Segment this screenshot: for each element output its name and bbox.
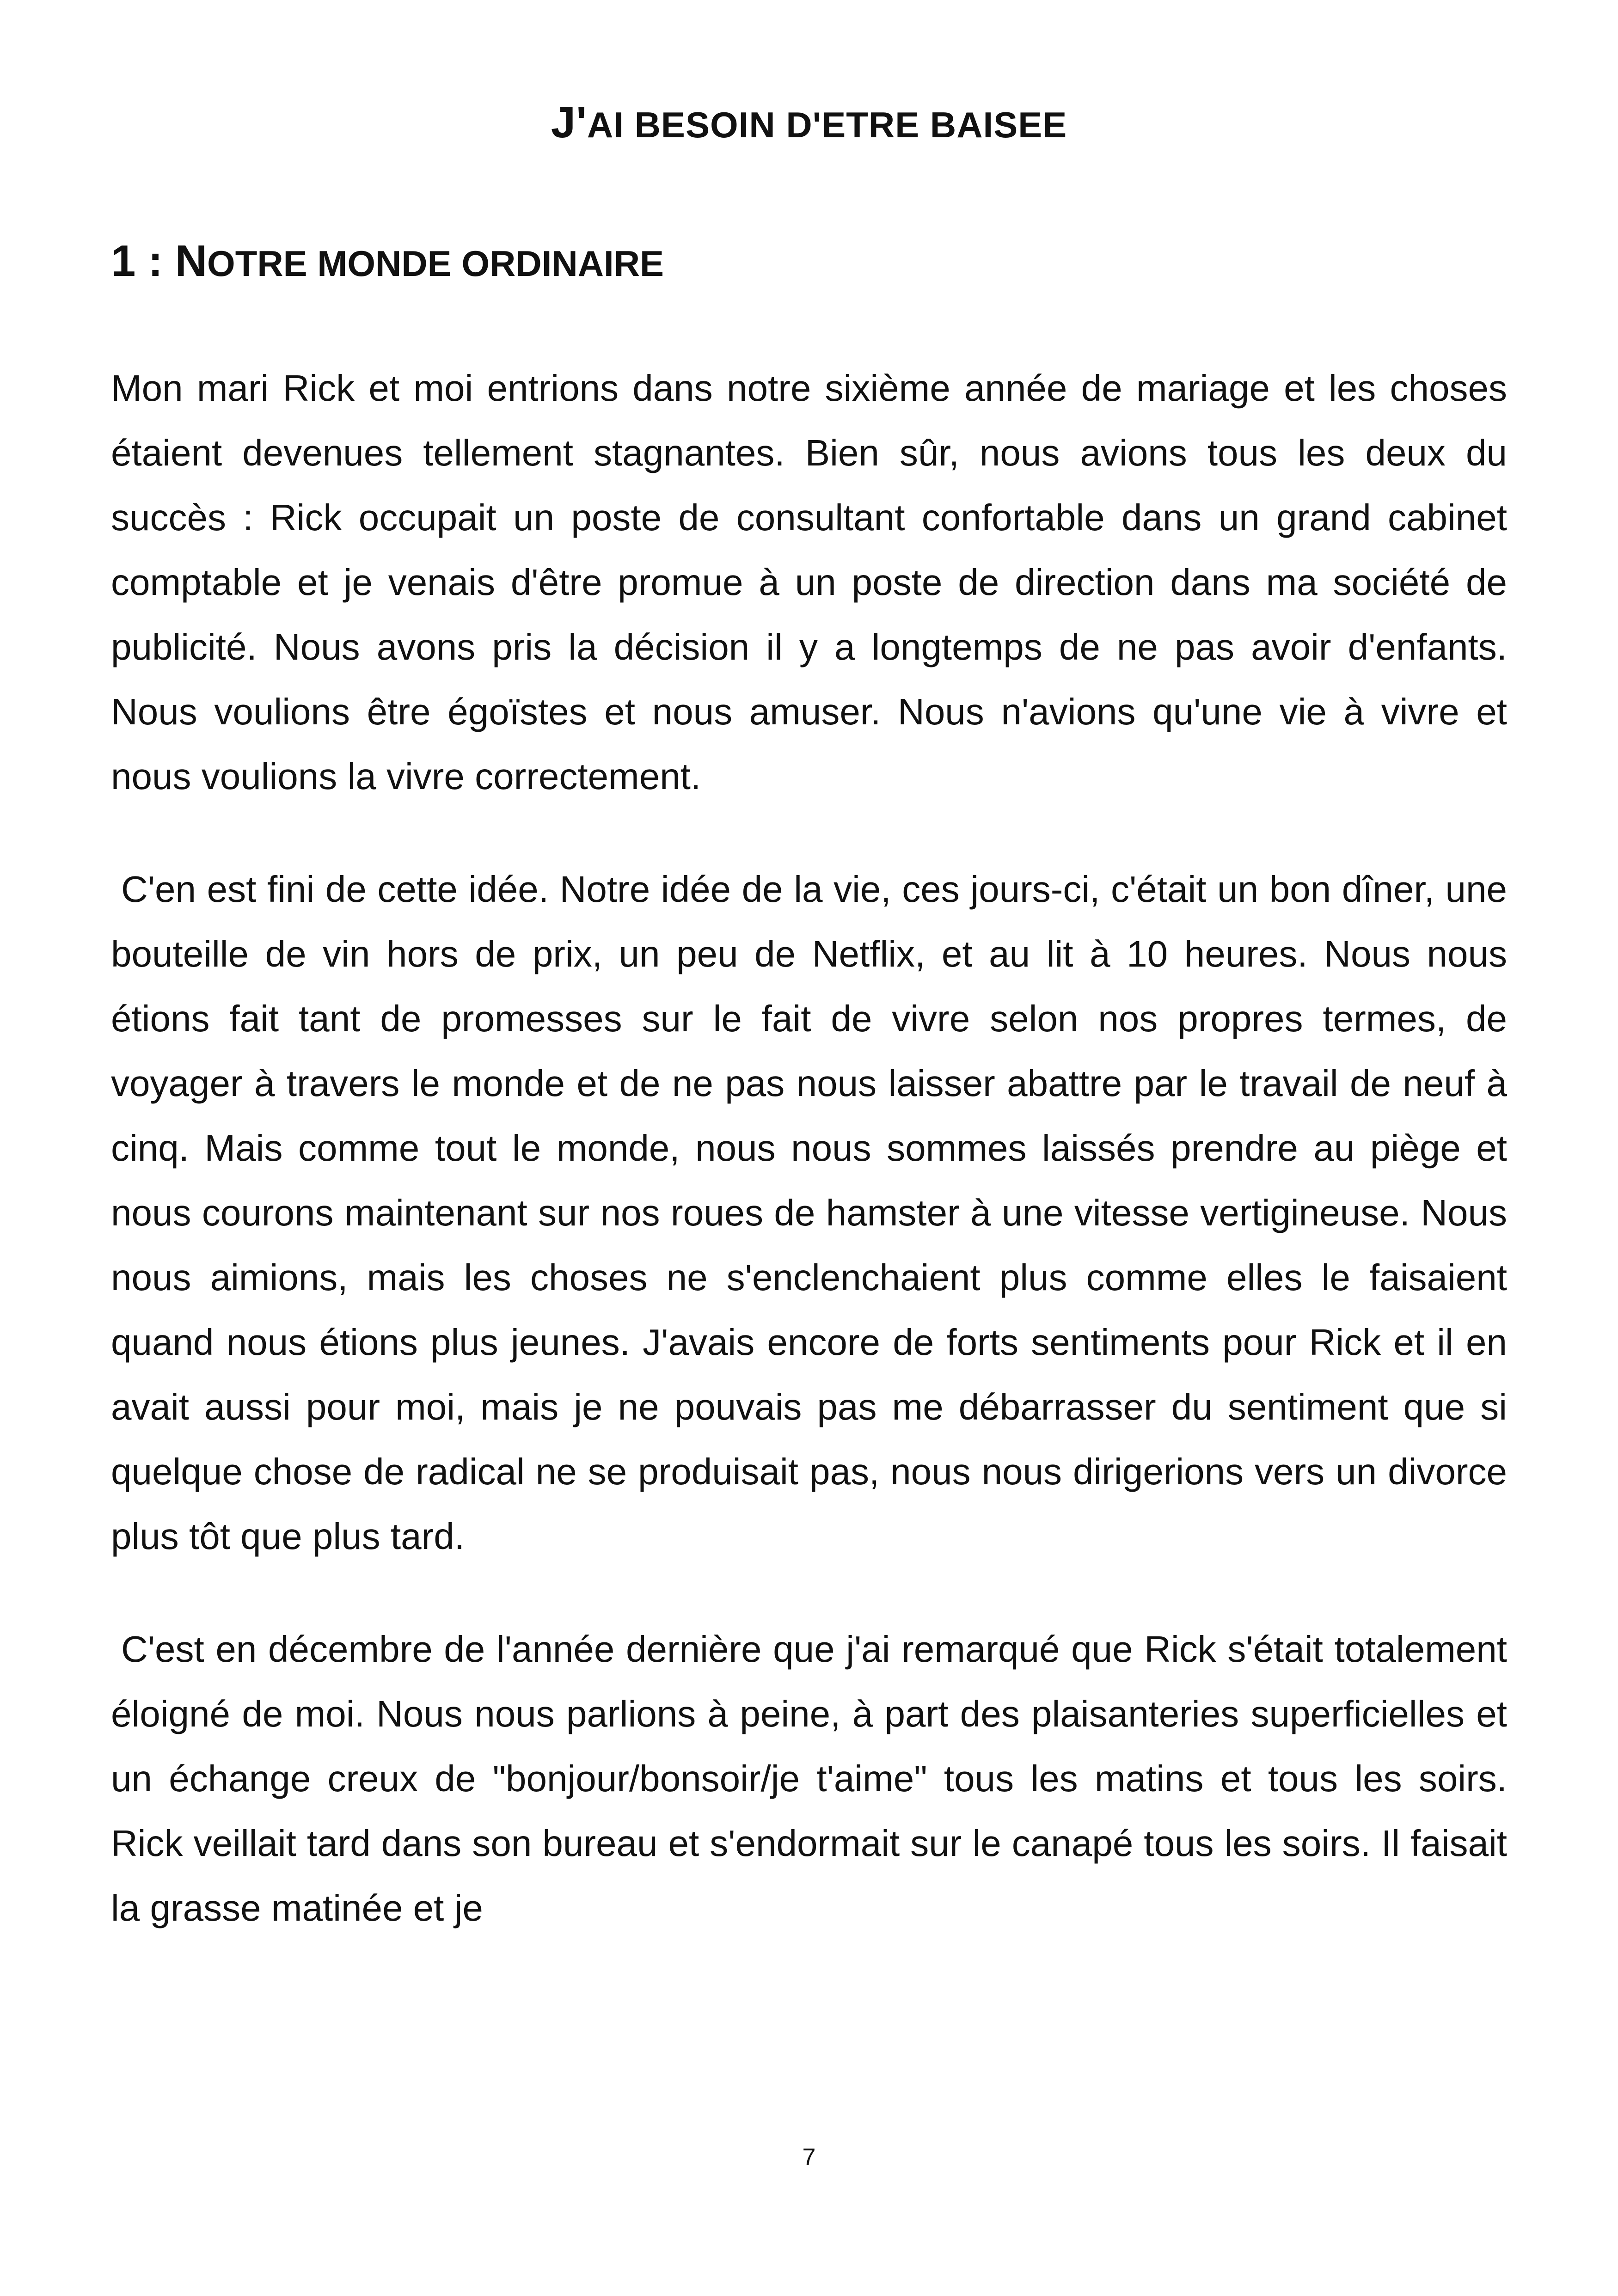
book-title-initial: J' (551, 98, 587, 147)
page-number: 7 (802, 2144, 816, 2171)
body-text (111, 356, 1507, 1989)
chapter-heading-prefix: 1 : N (111, 236, 208, 286)
book-title-rest: AI BESOIN D'ETRE BAISEE (587, 104, 1067, 145)
chapter-heading-rest: OTRE MONDE ORDINAIRE (207, 243, 664, 284)
paragraph-3: C'est en décembre de l'année dernière que j'ai remarqué que Rick s'était totalement éloigné de moi. Nous nous parlions à peine, à part des plaisanteries superficielles et un échange creux de "bonjour/bonsoir/je t'aime" tous les matins et tous les soirs. Rick veillait tard dans son bureau et s'endormait sur le canapé tous les soirs. Il faisait la grasse matinée et je (111, 1629, 1507, 1929)
book-title (0, 92, 1618, 155)
paragraph-2: C'en est fini de cette idée. Notre idée de la vie, ces jours-ci, c'était un bon dîner, une bouteille de vin hors de prix, un peu de Netflix, et au lit à 10 heures. Nous nous étions fait tant de promesses sur le fait de vivre selon nos propres termes, de voyager à travers le monde et de ne pas nous laisser abattre par le travail de neuf à cinq. Mais comme tout le monde, nous nous sommes laissés prendre au piège et nous courons maintenant sur nos roues de hamster à une vitesse vertigineuse. Nous nous aimions, mais les choses ne s'enclenchaient plus comme elles le faisaient quand nous étions plus jeunes. J'avais encore de forts sentiments pour Rick et il en avait aussi pour moi, mais je ne pouvais pas me débarrasser du sentiment que si quelque chose de radical ne se produisait pas, nous nous dirigerions vers un divorce plus tôt que plus tard. (111, 869, 1507, 1557)
paragraph-1: Mon mari Rick et moi entrions dans notre sixième année de mariage et les choses étaient devenues tellement stagnantes. Bien sûr, nous avions tous les deux du succès : Rick occupait un poste de consultant confortable dans un grand cabinet comptable et je venais d'être promue à un poste de direction dans ma société de publicité. Nous avons pris la décision il y a longtemps de ne pas avoir d'enfants. Nous voulions être égoïstes et nous amuser. Nous n'avions qu'une vie à vivre et nous voulions la vivre correctement. (111, 367, 1507, 797)
chapter-heading (111, 231, 664, 294)
